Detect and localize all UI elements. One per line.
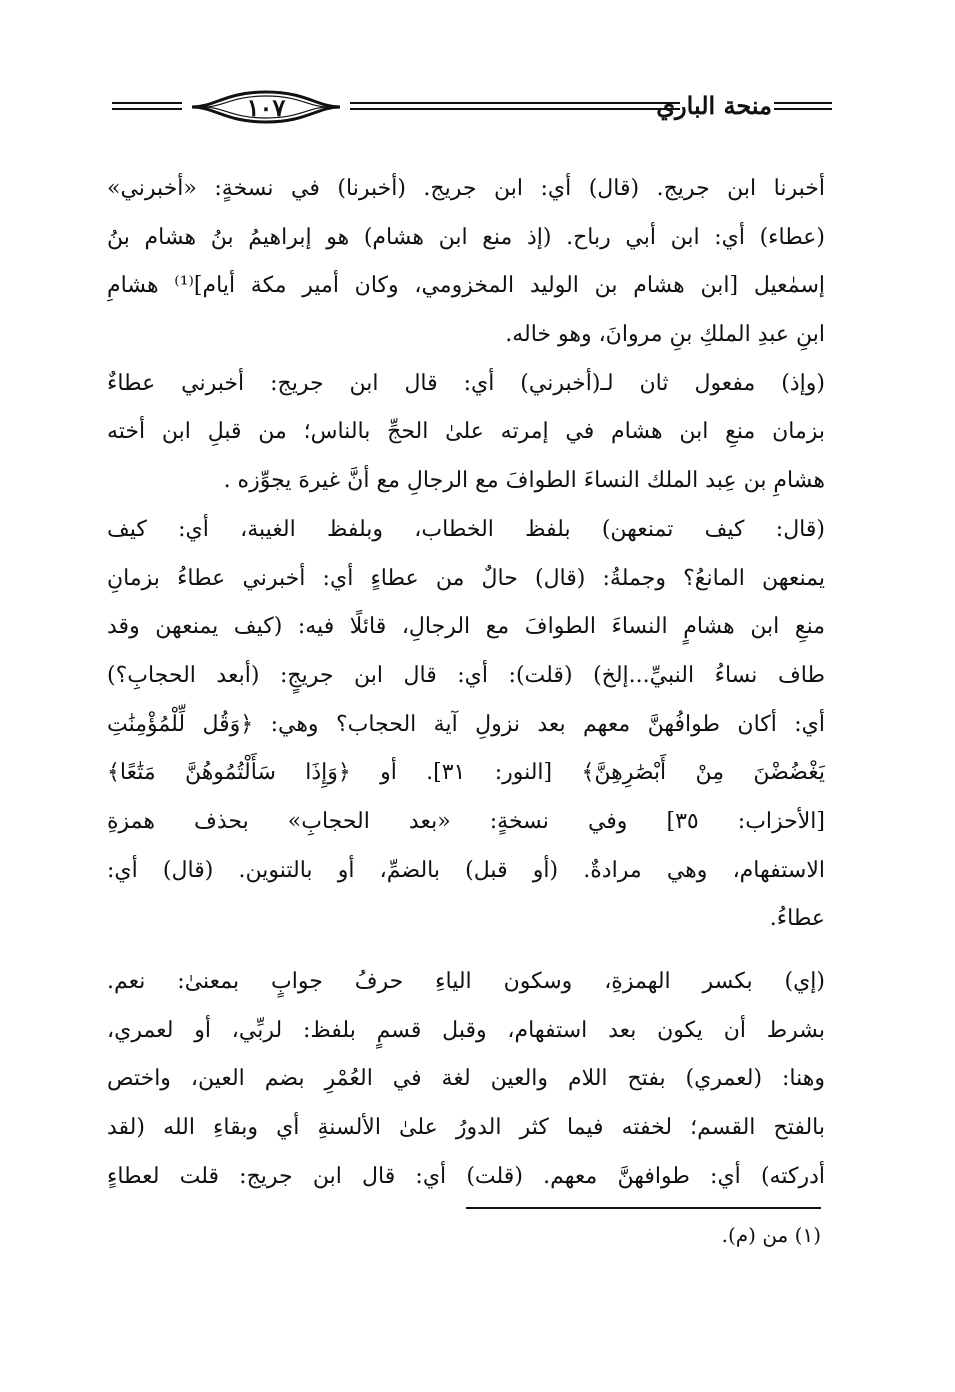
text-line: أي: أكان طوافُهنَّ معهم بعد نزولِ آية الحجاب؟ وهي: ﴿وَقُل لِّلْمُؤْمِنَٰتِ xyxy=(107,711,825,737)
text-line: (وإذ) مفعول ثان لـ(أخبرني) أي: قال ابن جريج: أخبرني عطاءٌ xyxy=(107,370,825,396)
text-line: إسمٰعيل [ابن هشام بن الوليد المخزومي، وكان أمير مكة أيام]⁽¹⁾ هشامِ xyxy=(107,273,825,299)
text-line: (عطاء) أي: ابن أبي رباح. (إذ منع ابن هشام) هو إبراهيمُ بنُ هشام بنُ xyxy=(107,224,825,250)
paragraph xyxy=(107,360,825,506)
text-line: بزمان منعِ ابن هشام في إمرته علىٰ الحجِّ بالناس؛ من قبلِ ابن أخته xyxy=(107,419,825,445)
text-line: (إي) بكسر الهمزةِ، وسكون الياءِ حرفُ جوابٍ بمعنىٰ: نعم. xyxy=(107,969,825,994)
paragraph xyxy=(107,958,825,1201)
paragraph xyxy=(107,165,825,360)
paragraph-gap xyxy=(107,944,825,958)
text-line: بالفتح القسم؛ لخفته فيما كثر الدورُ علىٰ الألسنةِ أي وبقاءِ الله (لقد xyxy=(107,1115,825,1141)
text-line: يَغْضُضْنَ مِنْ أَبْصَٰرِهِنَّ﴾ [النور: ٣١]. أو ﴿وَإِذَا سَأَلْتُمُوهُنَّ مَتَٰعًا﴾ xyxy=(107,760,825,786)
paragraph xyxy=(107,506,825,944)
text-line: أخبرنا ابن جريج. (قال) أي: ابن جريج. (أخبرنا) في نسخةٍ: «أخبرني» xyxy=(107,176,825,201)
text-line: وهنا: (لعمري) بفتح اللام والعين لغة في العُمْرِ بضم العين، واختص xyxy=(107,1066,825,1092)
text-line: الاستفهام، وهي مرادةٌ. (أو قبل) بالضمِّ، أو بالتنوين. (قال) أي: xyxy=(107,857,825,883)
page-header xyxy=(112,88,832,136)
text-line: عطاءُ. xyxy=(769,906,825,932)
page-number: ١٠٧ xyxy=(246,93,286,122)
footnote: (١) من (م). xyxy=(721,1223,821,1247)
text-line: طاف نساءُ النبيِّ...إلخ) (قلت): أي: قال ابن جريجٍ: (أبعد الحجابِ؟) xyxy=(107,662,825,688)
footnote-separator xyxy=(466,1207,821,1209)
header-rule-middle xyxy=(350,102,680,110)
text-line: منعِ ابن هشامٍ النساءَ الطوافَ مع الرجالِ، قائلًا فيه: (كيف يمنعهن وقد xyxy=(107,614,825,640)
main-text xyxy=(107,165,825,1201)
text-line: يمنعهن المانعُ؟ وجملةُ: (قال) حالٌ من عطاءٍ أي: أخبرني عطاءُ بزمانِ xyxy=(107,565,825,591)
text-line: هشامِ بن عِبد الملك النساءَ الطوافَ مع الرجالِ مع أنَّ غيرهَ يجوِّزه . xyxy=(223,468,825,494)
text-line: (قال: كيف تمنعهن) بلفظ الخطاب، وبلفظ الغيبة، أي: كيف xyxy=(107,516,825,542)
text-line: بشرط أن يكون بعد استفهام، وقبل قسمٍ بلفظ: لربِّي، أو لعمري، xyxy=(107,1017,825,1043)
text-line: [الأحزاب: ٣٥] وفي نسخةٍ: «بعد الحجابِ» بحذف همزةِ xyxy=(107,808,825,834)
text-line: ابنِ عبدِ الملكِ بنِ مروانَ، وهو خاله. xyxy=(505,322,825,348)
text-line: أدركته) أي: طوافهنَّ معهم. (قلت) أي: قال ابن جريج: قلت لعطاءٍ xyxy=(107,1163,825,1189)
header-rule-left xyxy=(112,102,182,110)
page-number-badge xyxy=(190,90,342,124)
header-rule-right xyxy=(774,102,832,110)
running-title: منحة الباري xyxy=(656,91,772,120)
